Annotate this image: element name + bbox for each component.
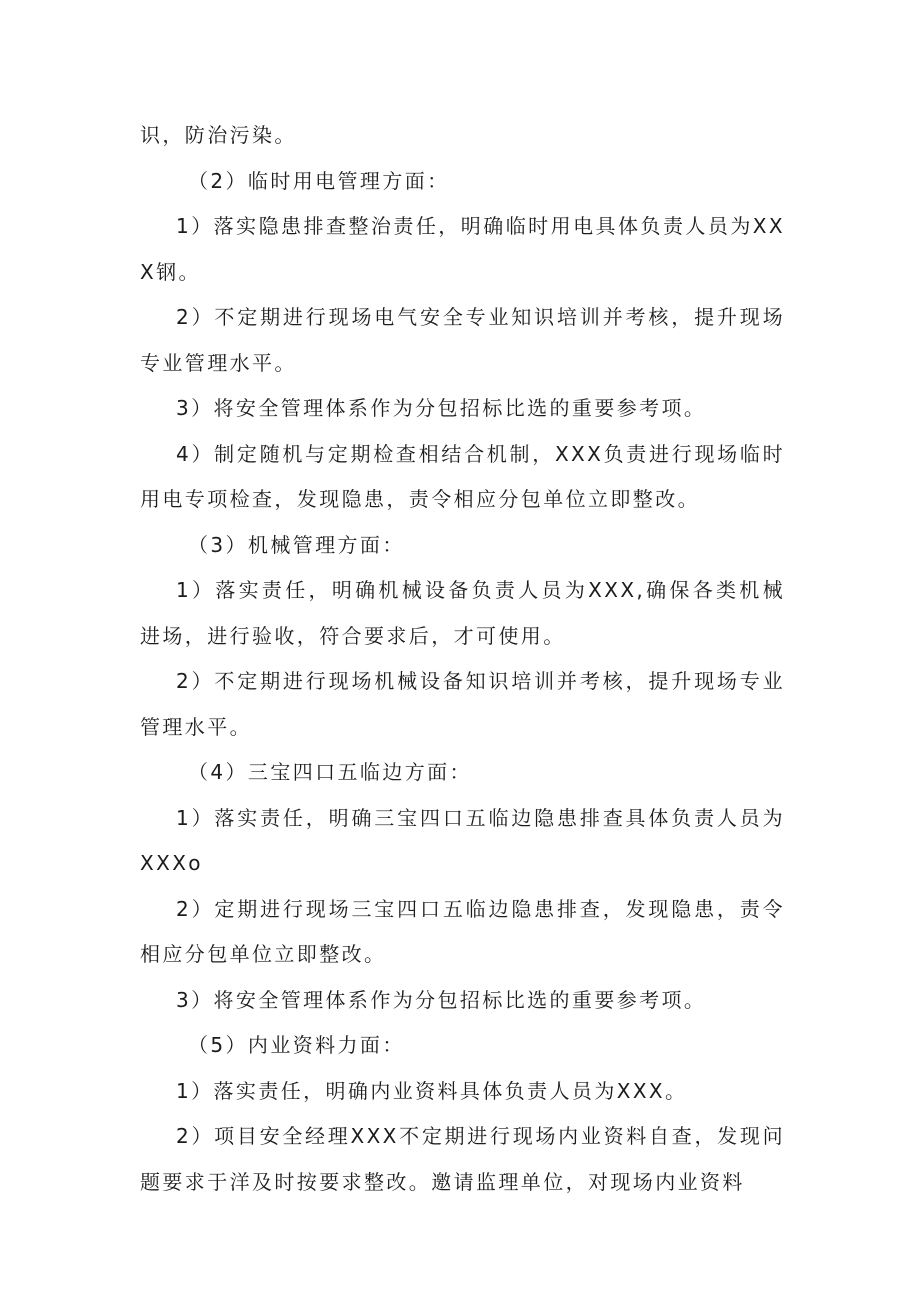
section-heading-internal-documents: （5）内业资料力面： — [188, 1033, 405, 1057]
section-heading-three-treasures: （4）三宝四口五临边方面： — [188, 760, 472, 784]
list-item: 2）项目安全经理XXX不定期进行现场内业资料自查，发现问题要求于洋及时按要求整改。邀请监理单位，对现场内业资料 — [140, 1124, 785, 1194]
list-item: 2）定期进行现场三宝四口五临边隐患排查，发现隐患，责令相应分包单位立即整改。 — [140, 896, 785, 966]
document-body — [140, 113, 785, 1205]
list-item: 4）制定随机与定期检查相结合机制，XXX负责进行现场临时用电专项检查，发现隐患，责令相应分包单位立即整改。 — [140, 441, 785, 511]
list-item: 1）落实隐患排查整治责任，明确临时用电具体负责人员为XXX钢。 — [140, 214, 785, 284]
list-item: 2）不定期进行现场电气安全专业知识培训并考核，提升现场专业管理水平。 — [140, 305, 785, 375]
section-heading-temporary-electricity: （2）临时用电管理方面： — [188, 168, 450, 193]
list-item: 3）将安全管理体系作为分包招标比选的重要参考项。 — [176, 396, 707, 420]
list-item: 1）落实责任，明确内业资料具体负责人员为XXX。 — [176, 1078, 688, 1103]
section-heading-machinery: （3）机械管理方面： — [188, 532, 405, 557]
list-item: 2）不定期进行现场机械设备知识培训并考核，提升现场专业管理水平。 — [140, 669, 785, 739]
paragraph-continuation: 识，防治污染。 — [140, 123, 297, 147]
list-item: 1）落实责任，明确机械设备负责人员为XXX,确保各类机械进场，进行验收，符合要求后，才可使用。 — [140, 578, 785, 648]
list-item: 1）落实责任，明确三宝四口五临边隐患排查具体负责人员为XXXo — [140, 805, 785, 875]
list-item: 3）将安全管理体系作为分包招标比选的重要参考项。 — [176, 987, 707, 1012]
